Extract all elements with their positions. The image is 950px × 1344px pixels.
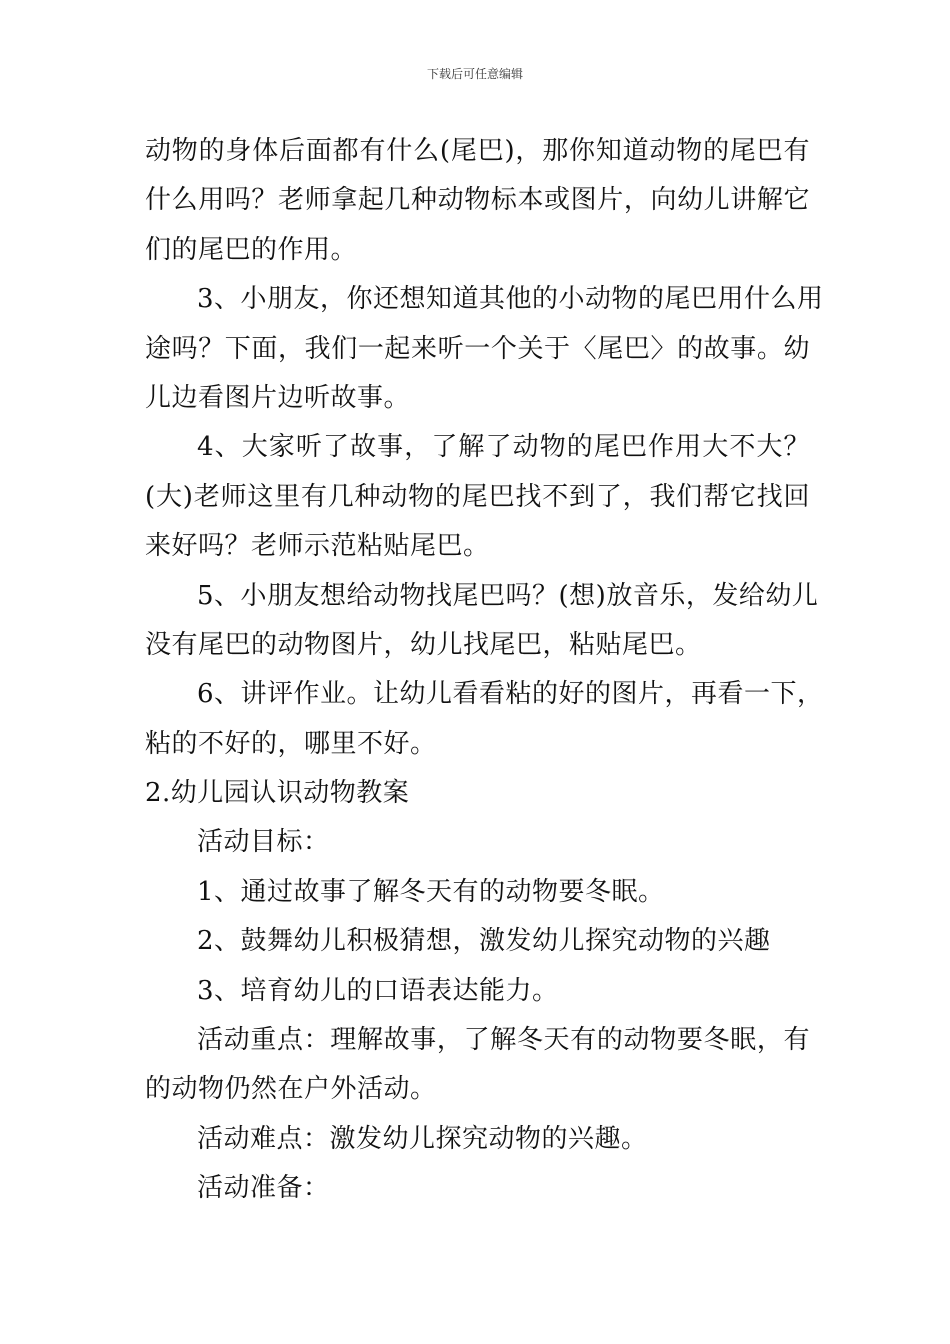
list-item: 3、培育幼儿的口语表达能力。 [197, 975, 559, 1006]
text-line: 粘的不好的，哪里不好。 [145, 728, 437, 759]
text-line: 3、小朋友，你还想知道其他的小动物的尾巴用什么用 [197, 284, 824, 315]
text-line: 6、讲评作业。让幼儿看看粘的好的图片，再看一下， [197, 679, 824, 710]
text-line: 儿边看图片边听故事。 [145, 382, 411, 413]
list-item: 2、鼓舞幼儿积极猜想，激发幼儿探究动物的兴趣 [197, 926, 771, 957]
text-line: 什么用吗？老师拿起几种动物标本或图片，向幼儿讲解它 [145, 185, 810, 216]
list-item: 1、通过故事了解冬天有的动物要冬眠。 [197, 876, 665, 907]
section-heading: 2.幼儿园认识动物教案 [145, 778, 410, 809]
text-line: 动物的身体后面都有什么(尾巴)，那你知道动物的尾巴有 [145, 136, 810, 166]
document-body [145, 127, 824, 1214]
subheading-preparation: 活动准备： [197, 1173, 330, 1204]
text-line: 途吗？下面，我们一起来听一个关于〈尾巴〉的故事。幼 [145, 333, 810, 364]
subheading-goals: 活动目标： [197, 827, 330, 858]
text-line: 5、小朋友想给动物找尾巴吗？(想)放音乐，发给幼儿 [197, 580, 819, 611]
text-line: 活动难点：激发幼儿探究动物的兴趣。 [197, 1123, 648, 1154]
text-line: 没有尾巴的动物图片，幼儿找尾巴，粘贴尾巴。 [145, 629, 702, 660]
page-header: 下载后可任意编辑 [426, 67, 523, 81]
text-line: 4、大家听了故事，了解了动物的尾巴作用大不大？ [197, 432, 810, 463]
text-line: (大)老师这里有几种动物的尾巴找不到了，我们帮它找回 [145, 481, 810, 512]
text-line: 们的尾巴的作用。 [145, 234, 358, 265]
text-line: 的动物仍然在户外活动。 [145, 1074, 437, 1105]
text-line: 活动重点：理解故事，了解冬天有的动物要冬眠，有 [197, 1025, 810, 1056]
text-line: 来好吗？老师示范粘贴尾巴。 [145, 531, 490, 562]
